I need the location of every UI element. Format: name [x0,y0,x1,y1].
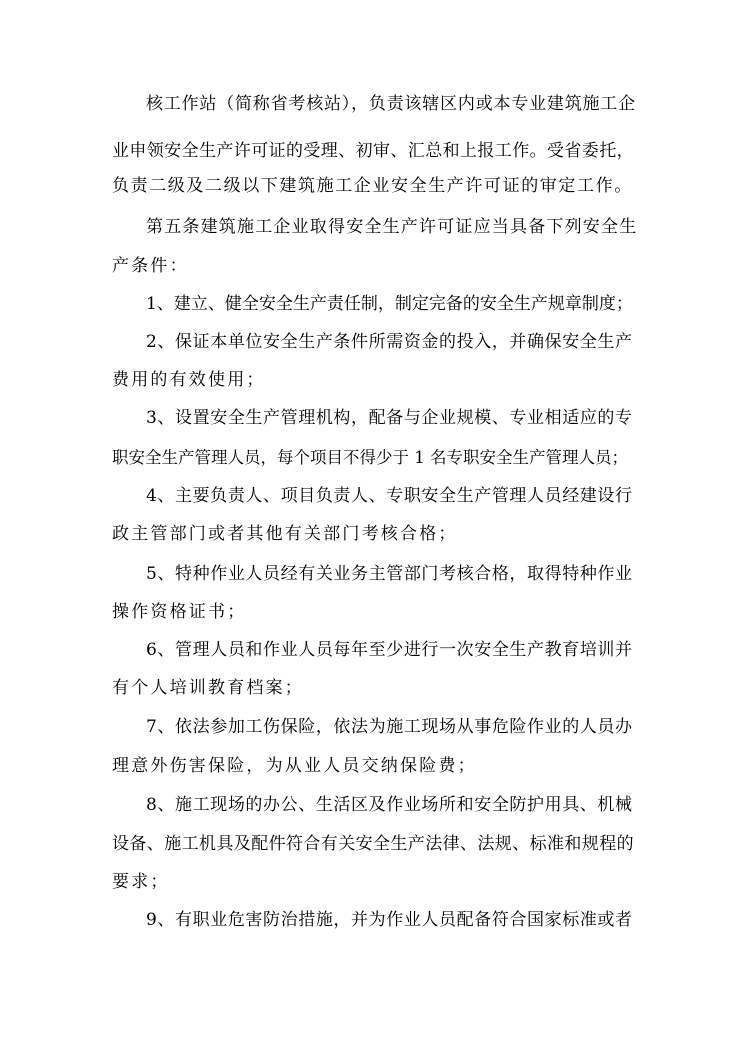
text-line: 7、依法参加工伤保险，依法为施工现场从事危险作业的人员办 [146,717,633,737]
text-line: 职安全生产管理人员，每个项目不得少于 1 名专职安全生产管理人员； [112,448,628,467]
text-line: 5、特种作业人员经有关业务主管部门考核合格，取得特种作业 [146,564,633,584]
text-line: 政主管部门或者其他有关部门考核合格； [112,524,458,544]
text-line: 操作资格证书； [112,602,247,622]
text-line: 1、建立、健全安全生产责任制，制定完备的安全生产规章制度； [146,294,633,314]
text-line: 费用的有效使用； [112,370,266,390]
text-line: 3、设置安全生产管理机构，配备与企业规模、专业相适应的专 [146,408,633,428]
text-line: 负责二级及二级以下建筑施工企业安全生产许可证的审定工作。 [112,176,633,196]
text-line: 4、主要负责人、项目负责人、专职安全生产管理人员经建设行 [146,486,633,506]
text-line: 要求； [112,872,170,892]
text-line: 2、保证本单位安全生产条件所需资金的投入，并确保安全生产 [146,332,633,352]
text-line: 6、管理人员和作业人员每年至少进行一次安全生产教育培训并 [146,640,633,660]
text-line: 第五条建筑施工企业取得安全生产许可证应当具备下列安全生 [146,217,638,237]
text-line: 8、施工现场的办公、生活区及作业场所和安全防护用具、机械 [146,795,633,815]
text-line: 业申领安全生产许可证的受理、初审、汇总和上报工作。受省委托， [112,141,634,161]
text-line: 理意外伤害保险，为从业人员交纳保险费； [112,756,477,776]
text-line: 有个人培训教育档案； [112,678,304,698]
text-line: 核工作站（简称省考核站），负责该辖区内或本专业建筑施工企 [146,94,636,114]
text-line: 9、有职业危害防治措施，并为作业人员配备符合国家标准或者 [146,910,633,930]
text-line: 产条件： [112,256,189,276]
text-line: 设备、施工机具及配件符合有关安全生产法律、法规、标准和规程的 [112,834,634,854]
